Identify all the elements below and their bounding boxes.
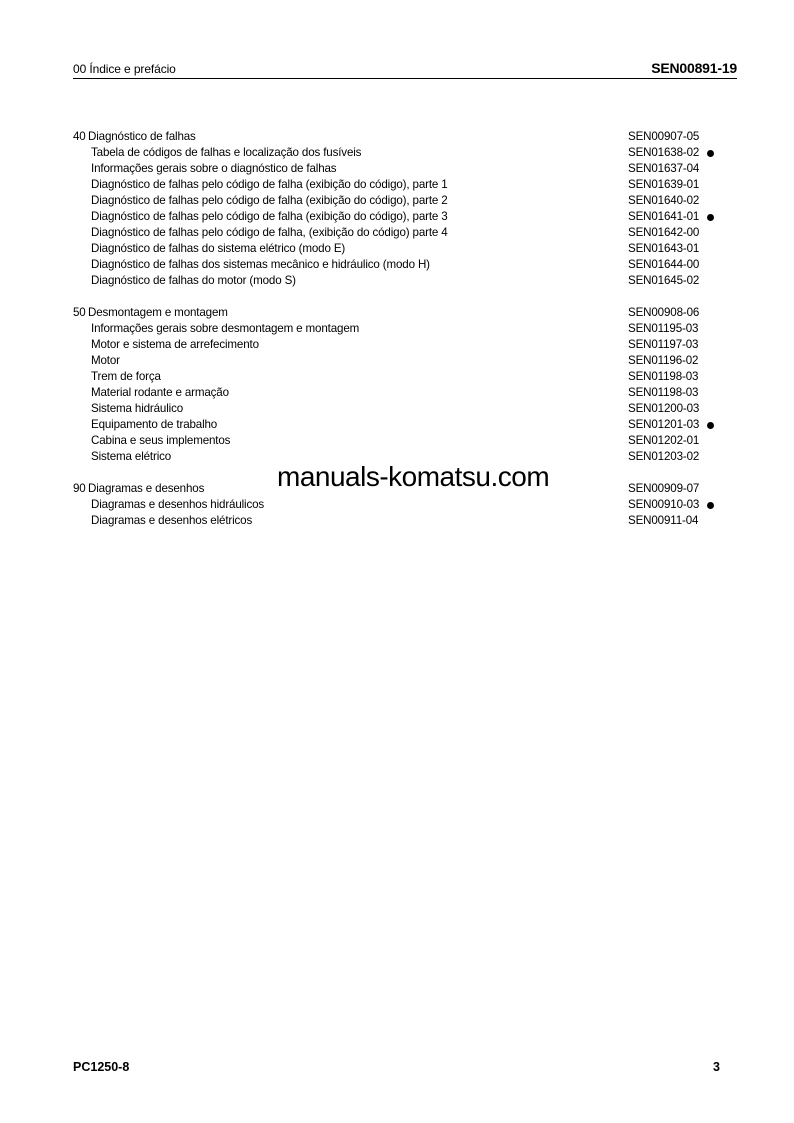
toc-label-cell [73,337,628,353]
toc-code-cell [628,497,714,513]
toc-label-cell [73,225,628,241]
page-header [73,57,737,79]
toc-item-label: Equipamento de trabalho [91,418,218,431]
toc-label-cell [73,209,628,225]
toc-section-title: Diagramas e desenhos [88,482,205,495]
toc-item-label: Motor e sistema de arrefecimento [91,338,259,351]
toc-item-row [73,273,737,289]
revision-bullet-icon [707,422,714,429]
toc-item-row [73,241,737,257]
toc-item-label: Diagramas e desenhos hidráulicos [91,498,265,511]
toc-item-code: SEN01639-01 [628,178,700,191]
toc-label-cell [73,401,628,417]
toc-label-cell [73,129,628,145]
toc-item-row [73,145,737,161]
toc-item-code: SEN01195-03 [628,322,699,335]
toc-item-code: SEN01201-03 [628,418,700,431]
toc-code-cell [628,353,698,369]
toc-item-code: SEN00909-07 [628,482,700,495]
revision-bullet-icon [707,150,714,157]
toc-section-title: Desmontagem e montagem [88,306,228,319]
toc-item-label: Sistema hidráulico [91,402,184,415]
toc-code-cell [628,433,699,449]
toc-section-row [73,129,737,145]
toc-item-label: Diagramas e desenhos elétricos [91,514,253,527]
toc-item-code: SEN01200-03 [628,402,700,415]
toc-code-cell [628,225,699,241]
toc-code-cell [628,209,714,225]
toc-item-row [73,497,737,513]
footer-page-number: 3 [713,1060,720,1074]
toc-item-row [73,385,737,401]
toc-code-cell [628,305,699,321]
toc-item-code: SEN01203-02 [628,450,700,463]
toc-item-code: SEN01637-04 [628,162,700,175]
toc-section-number: 40 [73,130,86,143]
toc-code-cell [628,321,698,337]
toc-label-cell [73,369,628,385]
toc-code-cell [628,193,699,209]
toc-item-code: SEN00910-03 [628,498,700,511]
toc-item-label: Cabina e seus implementos [91,434,231,447]
toc-label-cell [73,433,628,449]
toc-item-label: Diagnóstico de falhas pelo código de falha (exibição do código), parte 2 [91,194,448,207]
toc-item-label: Informações gerais sobre o diagnóstico de falhas [91,162,337,175]
toc-code-cell [628,145,714,161]
toc-item-label: Diagnóstico de falhas pelo código de falha, (exibição do código) parte 4 [91,226,448,239]
toc-item-label: Diagnóstico de falhas pelo código de falha (exibição do código), parte 3 [91,210,448,223]
toc-label-cell [73,385,628,401]
toc-item-row [73,401,737,417]
toc-label-cell [73,417,628,433]
toc-label-cell [73,353,628,369]
toc-label-cell [73,257,628,273]
toc-item-label: Tabela de códigos de falhas e localização dos fusíveis [91,146,362,159]
toc-code-cell [628,417,714,433]
toc-item-row [73,353,737,369]
toc-item-code: SEN01198-03 [628,370,699,383]
toc-item-row [73,225,737,241]
toc-item-row [73,433,737,449]
toc-item-row [73,513,737,529]
toc-item-label: Trem de força [91,370,161,383]
toc-item-code: SEN00908-06 [628,306,700,319]
toc-section [73,305,737,465]
toc-item-code: SEN01642-00 [628,226,700,239]
toc-item-code: SEN01638-02 [628,146,700,159]
toc-item-code: SEN00911-04 [628,514,699,527]
revision-bullet-icon [707,502,714,509]
toc-item-code: SEN01202-01 [628,434,700,447]
toc-code-cell [628,513,698,529]
toc-label-cell [73,513,628,529]
toc-item-code: SEN01641-01 [628,210,700,223]
toc-section [73,129,737,289]
toc-item-code: SEN01198-03 [628,386,699,399]
toc-item-label: Material rodante e armação [91,386,229,399]
toc-item-row [73,369,737,385]
toc-label-cell [73,193,628,209]
footer-model-label: PC1250-8 [73,1060,130,1074]
toc-code-cell [628,449,699,465]
toc-code-cell [628,241,699,257]
toc-label-cell [73,497,628,513]
toc-label-cell [73,177,628,193]
toc-item-code: SEN00907-05 [628,130,700,143]
toc-code-cell [628,337,698,353]
header-document-code: SEN00891-19 [651,60,737,76]
toc-code-cell [628,369,698,385]
toc-code-cell [628,385,698,401]
toc-label-cell [73,305,628,321]
toc-item-row [73,193,737,209]
toc-label-cell [73,321,628,337]
toc-item-label: Diagnóstico de falhas dos sistemas mecânico e hidráulico (modo H) [91,258,430,271]
toc-code-cell [628,129,699,145]
toc-item-label: Sistema elétrico [91,450,172,463]
toc-item-row [73,161,737,177]
toc-item-code: SEN01640-02 [628,194,700,207]
watermark-text: manuals-komatsu.com [277,461,550,492]
page-footer [73,1060,737,1074]
toc-item-code: SEN01197-03 [628,338,699,351]
toc-label-cell [73,273,628,289]
toc-code-cell [628,401,699,417]
toc-code-cell [628,481,699,497]
toc-item-row [73,257,737,273]
toc-code-cell [628,161,699,177]
toc-item-label: Informações gerais sobre desmontagem e montagem [91,322,360,335]
toc-label-cell [73,145,628,161]
toc-item-code: SEN01644-00 [628,258,700,271]
toc-item-code: SEN01643-01 [628,242,700,255]
toc-code-cell [628,177,699,193]
toc-item-label: Diagnóstico de falhas do motor (modo S) [91,274,296,287]
toc-label-cell [73,161,628,177]
revision-bullet-icon [707,214,714,221]
toc-item-row [73,321,737,337]
toc-label-cell [73,241,628,257]
toc-item-code: SEN01645-02 [628,274,700,287]
header-section-title: 00 Índice e prefácio [73,62,176,76]
toc-code-cell [628,273,699,289]
toc-item-row [73,417,737,433]
toc-section-number: 90 [73,482,86,495]
toc-item-label: Diagnóstico de falhas do sistema elétrico (modo E) [91,242,346,255]
toc-code-cell [628,257,699,273]
toc-item-label: Diagnóstico de falhas pelo código de falha (exibição do código), parte 1 [91,178,448,191]
toc-section-number: 50 [73,306,86,319]
toc-section-row [73,305,737,321]
toc-item-row [73,177,737,193]
toc-item-row [73,209,737,225]
toc-section-title: Diagnóstico de falhas [88,130,196,143]
toc-item-code: SEN01196-02 [628,354,699,367]
toc-item-row [73,337,737,353]
toc-item-label: Motor [91,354,120,367]
